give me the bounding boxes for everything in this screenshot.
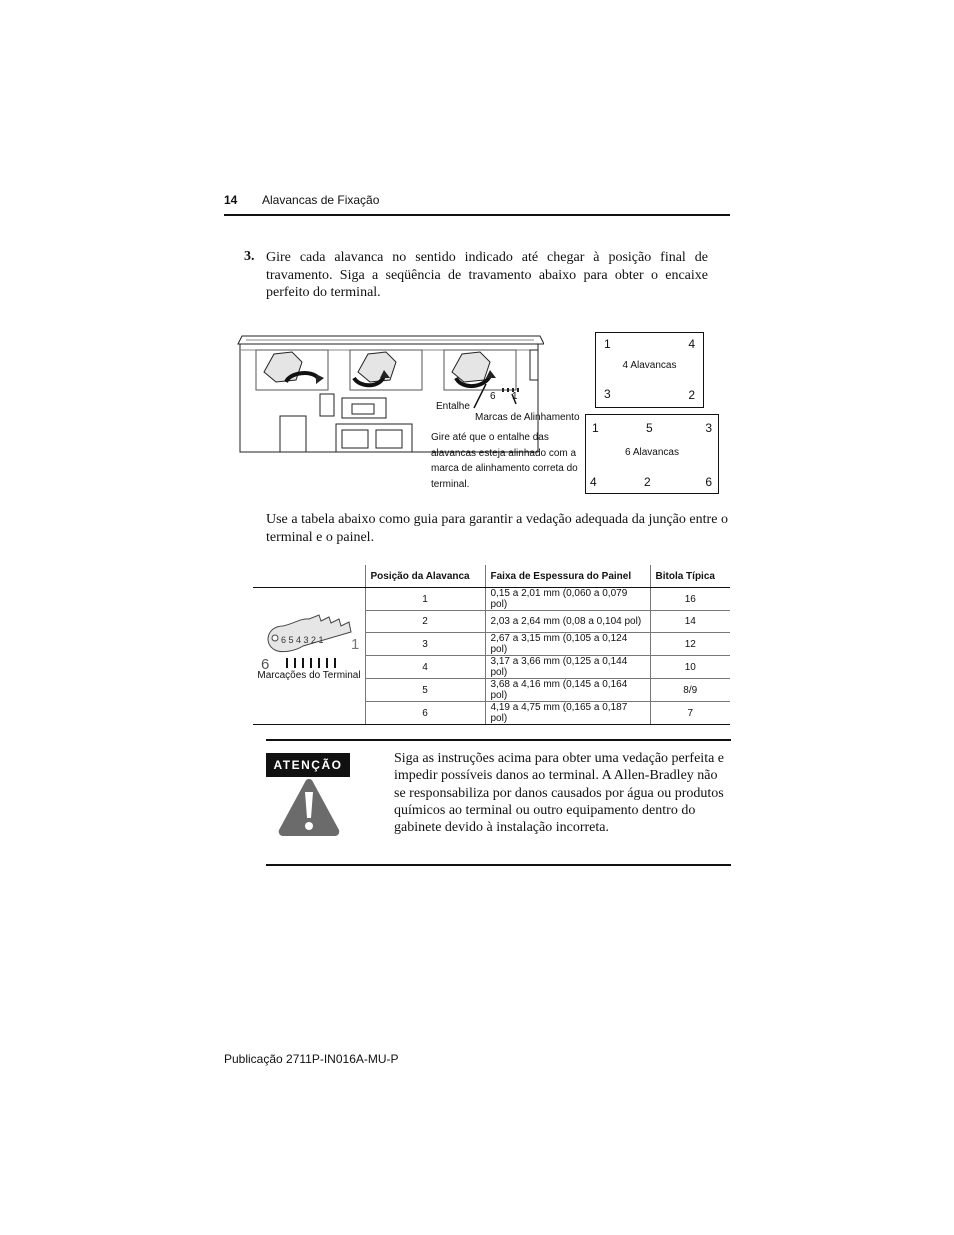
rotate-note: Gire até que o entalhe das alavancas esteja alinhado com a marca de alinhamento correta do terminal. <box>431 432 578 490</box>
table-header: Posição da Alavanca <box>365 565 485 588</box>
scale-digits: 6 5 4 3 2 1 <box>281 635 324 645</box>
table-header-blank <box>253 565 365 588</box>
six-clamp-sequence <box>585 414 719 494</box>
lever-position: 5 <box>365 679 485 702</box>
seq-number: 4 <box>688 337 695 351</box>
typical-gauge: 8/9 <box>650 679 730 702</box>
attention-top-rule <box>266 739 731 741</box>
alignment-marks-label: Marcas de Alinhamento <box>475 412 580 423</box>
terminal-markings-label: Marcações do Terminal <box>257 670 361 681</box>
lever-position: 2 <box>365 611 485 633</box>
big-one-label: 1 <box>351 636 360 653</box>
four-clamp-sequence <box>595 332 704 408</box>
attention-text: Siga as instruções acima para obter uma vedação perfeita e impedir possíveis danos ao terminal. A Allen-Bradley não se responsabiliza por danos causados por água ou produtos químicos ao terminal ou outro equipamento dentro do gabinete devido à instalação incorreta. <box>394 751 725 836</box>
terminal-markings-cell <box>253 588 365 725</box>
typical-gauge: 14 <box>650 611 730 633</box>
panel-thickness: 2,67 a 3,15 mm (0,105 a 0,124 pol) <box>485 633 650 656</box>
lever-position: 1 <box>365 588 485 611</box>
panel-thickness: 3,17 a 3,66 mm (0,125 a 0,144 pol) <box>485 656 650 679</box>
seq-number: 3 <box>705 421 712 435</box>
warning-triangle-icon <box>276 776 342 838</box>
big-six-label: 6 <box>261 656 270 673</box>
seq-number: 2 <box>688 388 695 402</box>
typical-gauge: 16 <box>650 588 730 611</box>
seq-number: 3 <box>604 387 611 401</box>
table-header: Faixa de Espessura do Painel <box>485 565 650 588</box>
seq-number: 4 <box>590 475 597 489</box>
intro-paragraph: Use a tabela abaixo como guia para garantir a vedação adequada da junção entre o terminal e o painel. <box>266 512 728 545</box>
mark-one-label: 1 <box>512 391 518 402</box>
mark-six-label: 6 <box>490 391 496 402</box>
panel-thickness-table <box>253 565 730 725</box>
panel-thickness: 3,68 a 4,16 mm (0,145 a 0,164 pol) <box>485 679 650 702</box>
seq-number: 5 <box>646 421 653 435</box>
header-rule <box>224 214 730 216</box>
header-title: Alavancas de Fixação <box>262 193 380 207</box>
page-number: 14 <box>224 193 238 207</box>
six-clamp-label: 6 Alavancas <box>625 447 679 458</box>
panel-thickness: 2,03 a 2,64 mm (0,08 a 0,104 pol) <box>485 611 650 633</box>
lever-position: 6 <box>365 702 485 725</box>
seq-number: 2 <box>644 475 651 489</box>
attention-badge: ATENÇÃO <box>266 753 350 777</box>
table-header: Bitola Típica <box>650 565 730 588</box>
notch-label: Entalhe <box>436 401 470 412</box>
panel-thickness: 0,15 a 2,01 mm (0,060 a 0,079 pol) <box>485 588 650 611</box>
typical-gauge: 7 <box>650 702 730 725</box>
seq-number: 1 <box>604 337 611 351</box>
lever-position: 4 <box>365 656 485 679</box>
publication-footer: Publicação 2711P-IN016A-MU-P <box>224 1052 399 1066</box>
four-clamp-label: 4 Alavancas <box>622 360 677 371</box>
lever-position: 3 <box>365 633 485 656</box>
panel-thickness: 4,19 a 4,75 mm (0,165 a 0,187 pol) <box>485 702 650 725</box>
step-number: 3. <box>244 249 255 264</box>
terminal-markings-image <box>253 588 365 718</box>
typical-gauge: 10 <box>650 656 730 679</box>
attention-bottom-rule <box>266 864 731 866</box>
typical-gauge: 12 <box>650 633 730 656</box>
table-header-row <box>253 565 730 588</box>
step-text: Gire cada alavanca no sentido indicado até chegar à posição final de travamento. Siga a seqüência de travamento abaixo para obter o encaixe perfeito do terminal. <box>266 250 708 300</box>
table-row <box>253 588 730 611</box>
seq-number: 1 <box>592 421 599 435</box>
seq-number: 6 <box>705 475 712 489</box>
